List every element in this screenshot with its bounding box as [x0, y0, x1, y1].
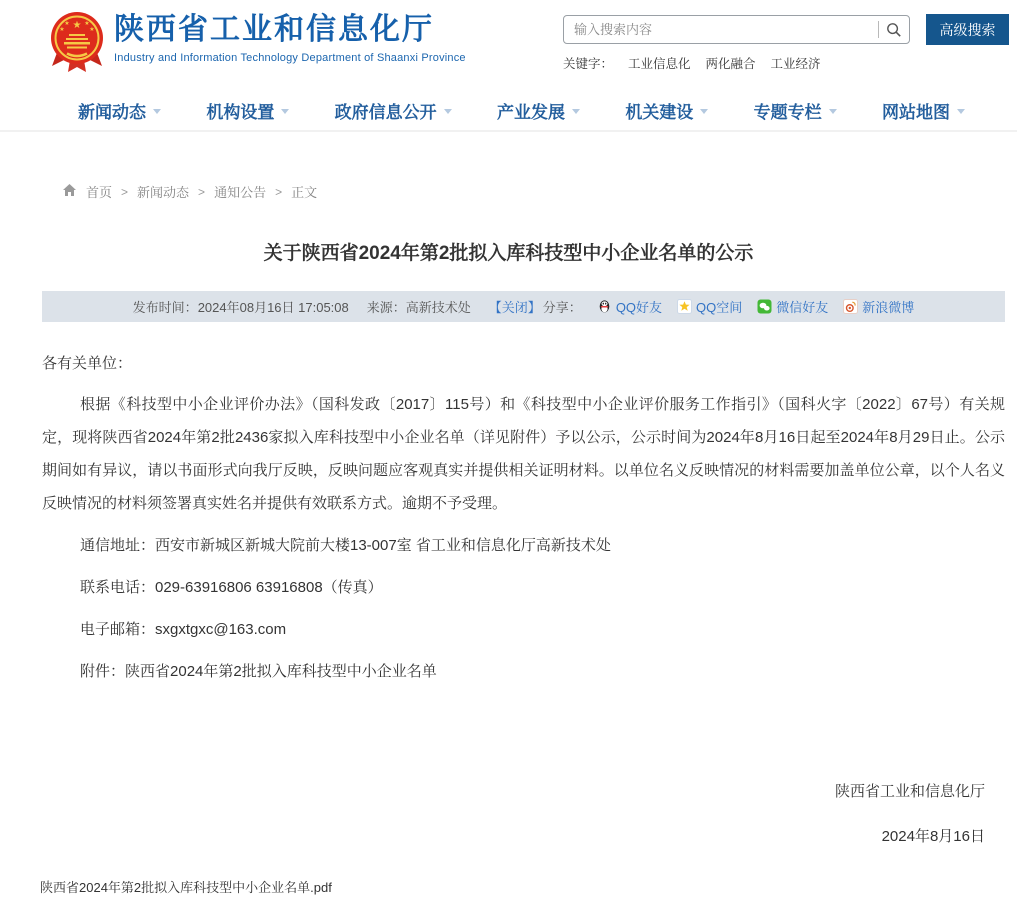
- breadcrumb-news[interactable]: 新闻动态: [137, 185, 190, 200]
- svg-text:★: ★: [89, 27, 95, 33]
- nav-item-industry[interactable]: 产业发展: [497, 98, 580, 123]
- chevron-down-icon: [700, 109, 708, 114]
- share-label: 分享：: [542, 300, 582, 315]
- signature-org: 陕西省工业和信息化厅: [834, 783, 985, 800]
- article-meta-bar: [42, 291, 1005, 322]
- svg-text:★: ★: [72, 20, 82, 31]
- svg-text:★: ★: [84, 21, 90, 27]
- nav-item-gov-info[interactable]: 政府信息公开: [335, 98, 452, 123]
- attachment-line: [42, 655, 1005, 688]
- site-subtitle: Industry and Information Technology Department of Shaanxi Province: [114, 52, 466, 64]
- chevron-down-icon: [572, 109, 580, 114]
- attachment-pdf-row: [40, 877, 332, 896]
- chevron-down-icon: [281, 109, 289, 114]
- home-icon: [62, 183, 77, 200]
- share-wechat[interactable]: 微信好友: [757, 297, 828, 316]
- nav-item-news[interactable]: 新闻动态: [78, 98, 161, 123]
- share-qzone[interactable]: QQ空间: [677, 297, 742, 316]
- contact-email: 电子邮箱：sxgxtgxc@163.com: [80, 621, 287, 638]
- search-input[interactable]: [574, 22, 874, 37]
- salutation: 各有关单位：: [42, 355, 133, 372]
- contact-phone: 联系电话：029-63916806 63916808（传真）: [80, 579, 383, 596]
- attachment-label: 附件：: [80, 663, 126, 680]
- share-qq-friend[interactable]: QQ好友: [597, 297, 662, 316]
- publish-time: 2024年08月16日 17:05:08: [197, 300, 349, 315]
- nav-item-sitemap[interactable]: 网站地图: [882, 98, 965, 123]
- site-title: 陕西省工业和信息化厅: [114, 13, 434, 46]
- search-icon[interactable]: [886, 22, 902, 38]
- breadcrumb-home[interactable]: 首页: [86, 185, 113, 200]
- signature-date: 2024年8月16日: [881, 828, 985, 845]
- close-button[interactable]: 【关闭】: [488, 300, 541, 315]
- qq-icon: [597, 299, 612, 314]
- share-weibo[interactable]: 新浪微博: [843, 297, 914, 316]
- qzone-icon: [677, 299, 692, 314]
- site-logo-link[interactable]: [50, 10, 466, 90]
- nav-item-agency[interactable]: 机关建设: [625, 98, 708, 123]
- attachment-pdf-link[interactable]: 陕西省2024年第2批拟入库科技型中小企业名单.pdf: [40, 880, 332, 895]
- chevron-down-icon: [957, 109, 965, 114]
- chevron-down-icon: [153, 109, 161, 114]
- advanced-search-button[interactable]: 高级搜索: [926, 14, 1009, 45]
- breadcrumb-current: 正文: [291, 185, 318, 200]
- keyword-link[interactable]: 工业信息化: [628, 57, 691, 71]
- attachment-link[interactable]: 陕西省2024年第2批拟入库科技型中小企业名单: [125, 663, 437, 680]
- nav-item-special[interactable]: 专题专栏: [754, 98, 837, 123]
- source-label: 来源：: [366, 300, 406, 315]
- search-box: [563, 15, 910, 44]
- nav-item-organization[interactable]: 机构设置: [206, 98, 289, 123]
- article-body: [42, 353, 1005, 688]
- keyword-link[interactable]: 两化融合: [705, 57, 756, 71]
- keyword-link[interactable]: 工业经济: [770, 57, 821, 71]
- contact-address: 通信地址：西安市新城区新城大院前大楼13-007室 省工业和信息化厅高新技术处: [80, 537, 611, 554]
- breadcrumb-notices[interactable]: 通知公告: [214, 185, 267, 200]
- article-title: 关于陕西省2024年第2批拟入库科技型中小企业名单的公示: [263, 243, 754, 264]
- breadcrumb: 首页 > 新闻动态 > 通知公告 > 正文: [62, 182, 1017, 201]
- chevron-down-icon: [829, 109, 837, 114]
- header-search-area: [563, 10, 1009, 90]
- national-emblem-logo: [50, 10, 104, 79]
- site-header: [0, 0, 1017, 90]
- article-paragraph: 根据《科技型中小企业评价办法》（国科发政〔2017〕115号）和《科技型中小企业评价服务工作指引》（国科火字〔2022〕67号）有关规定，现将陕西省2024年第2批2436家拟入库科技型中小企业名单（详见附件）予以公示，公示时间为2024年8月16日起至2024年8月29日止。公示期间如有异议，请以书面形式向我厅反映，反映问题应客观真实并提供相关证明材料。以单位名义反映情况的材料需要加盖单位公章，以个人名义反映情况的材料须签署真实姓名并提供有效联系方式。逾期不予受理。: [42, 396, 1005, 512]
- keywords-label: 关键字：: [563, 57, 614, 71]
- chevron-down-icon: [444, 109, 452, 114]
- svg-text:★: ★: [59, 27, 65, 33]
- publish-time-label: 发布时间：: [132, 300, 198, 315]
- search-divider: [878, 21, 879, 38]
- weibo-icon: [843, 299, 858, 314]
- svg-text:★: ★: [64, 21, 70, 27]
- signature-block: [42, 781, 1005, 848]
- source-value: 高新技术处: [405, 300, 471, 315]
- main-nav: [0, 90, 1017, 132]
- wechat-icon: [757, 299, 772, 314]
- hot-keywords: [563, 54, 1009, 72]
